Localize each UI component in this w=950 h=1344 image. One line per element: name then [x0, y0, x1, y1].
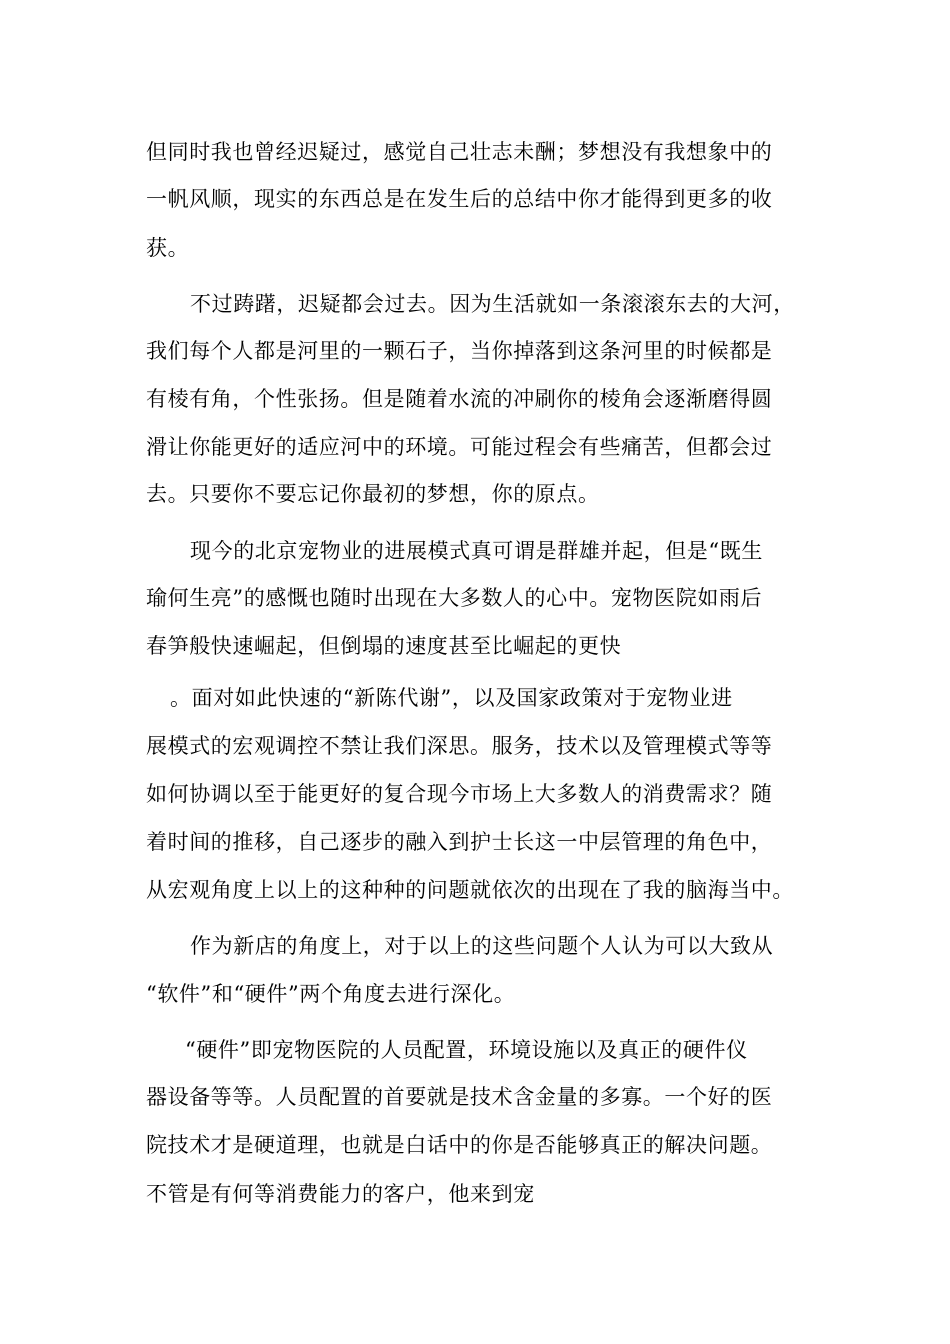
text-line: “硬件”即宠物医院的人员配置，环境设施以及真正的硬件仪 [185, 1038, 748, 1062]
text-line: 。面对如此快速的“新陈代谢”，以及国家政策对于宠物业进 [170, 686, 733, 710]
text-line: 一帆风顺，现实的东西总是在发生后的总结中你才能得到更多的收 [146, 187, 773, 211]
text-line: 现今的北京宠物业的进展模式真可谓是群雄并起，但是“既生 [190, 539, 763, 563]
text-line: 不过踌躇，迟疑都会过去。因为生活就如一条滚滚东去的大河， [190, 292, 795, 316]
text-line: 院技术才是硬道理，也就是白话中的你是否能够真正的解决问题。 [146, 1133, 773, 1157]
text-line: 展模式的宏观调控不禁让我们深思。服务，技术以及管理模式等等 [146, 734, 773, 758]
text-line: 瑜何生亮”的感慨也随时出现在大多数人的心中。宠物医院如雨后 [146, 586, 763, 610]
text-line: 获。 [146, 236, 190, 260]
text-line: “软件”和“硬件”两个角度去进行深化。 [146, 982, 516, 1006]
text-line: 不管是有何等消费能力的客户，他来到宠 [146, 1182, 535, 1206]
text-line: 有棱有角，个性张扬。但是随着水流的冲刷你的棱角会逐渐磨得圆 [146, 387, 773, 411]
text-line: 春笋般快速崛起，但倒塌的速度甚至比崛起的更快 [146, 634, 622, 658]
text-line: 去。只要你不要忘记你最初的梦想，你的原点。 [146, 482, 600, 506]
text-line: 着时间的推移，自己逐步的融入到护士长这一中层管理的角色中， [146, 830, 773, 854]
text-line: 器设备等等。人员配置的首要就是技术含金量的多寡。一个好的医 [146, 1085, 773, 1109]
text-line: 但同时我也曾经迟疑过，感觉自己壮志未酬；梦想没有我想象中的 [146, 140, 773, 164]
text-line: 我们每个人都是河里的一颗石子，当你掉落到这条河里的时候都是 [146, 339, 773, 363]
text-line: 如何协调以至于能更好的复合现今市场上大多数人的消费需求？随 [146, 782, 773, 806]
text-line: 作为新店的角度上，对于以上的这些问题个人认为可以大致从 [190, 934, 774, 958]
text-line: 滑让你能更好的适应河中的环境。可能过程会有些痛苦，但都会过 [146, 435, 773, 459]
text-line: 从宏观角度上以上的这种种的问题就依次的出现在了我的脑海当中。 [146, 878, 794, 902]
